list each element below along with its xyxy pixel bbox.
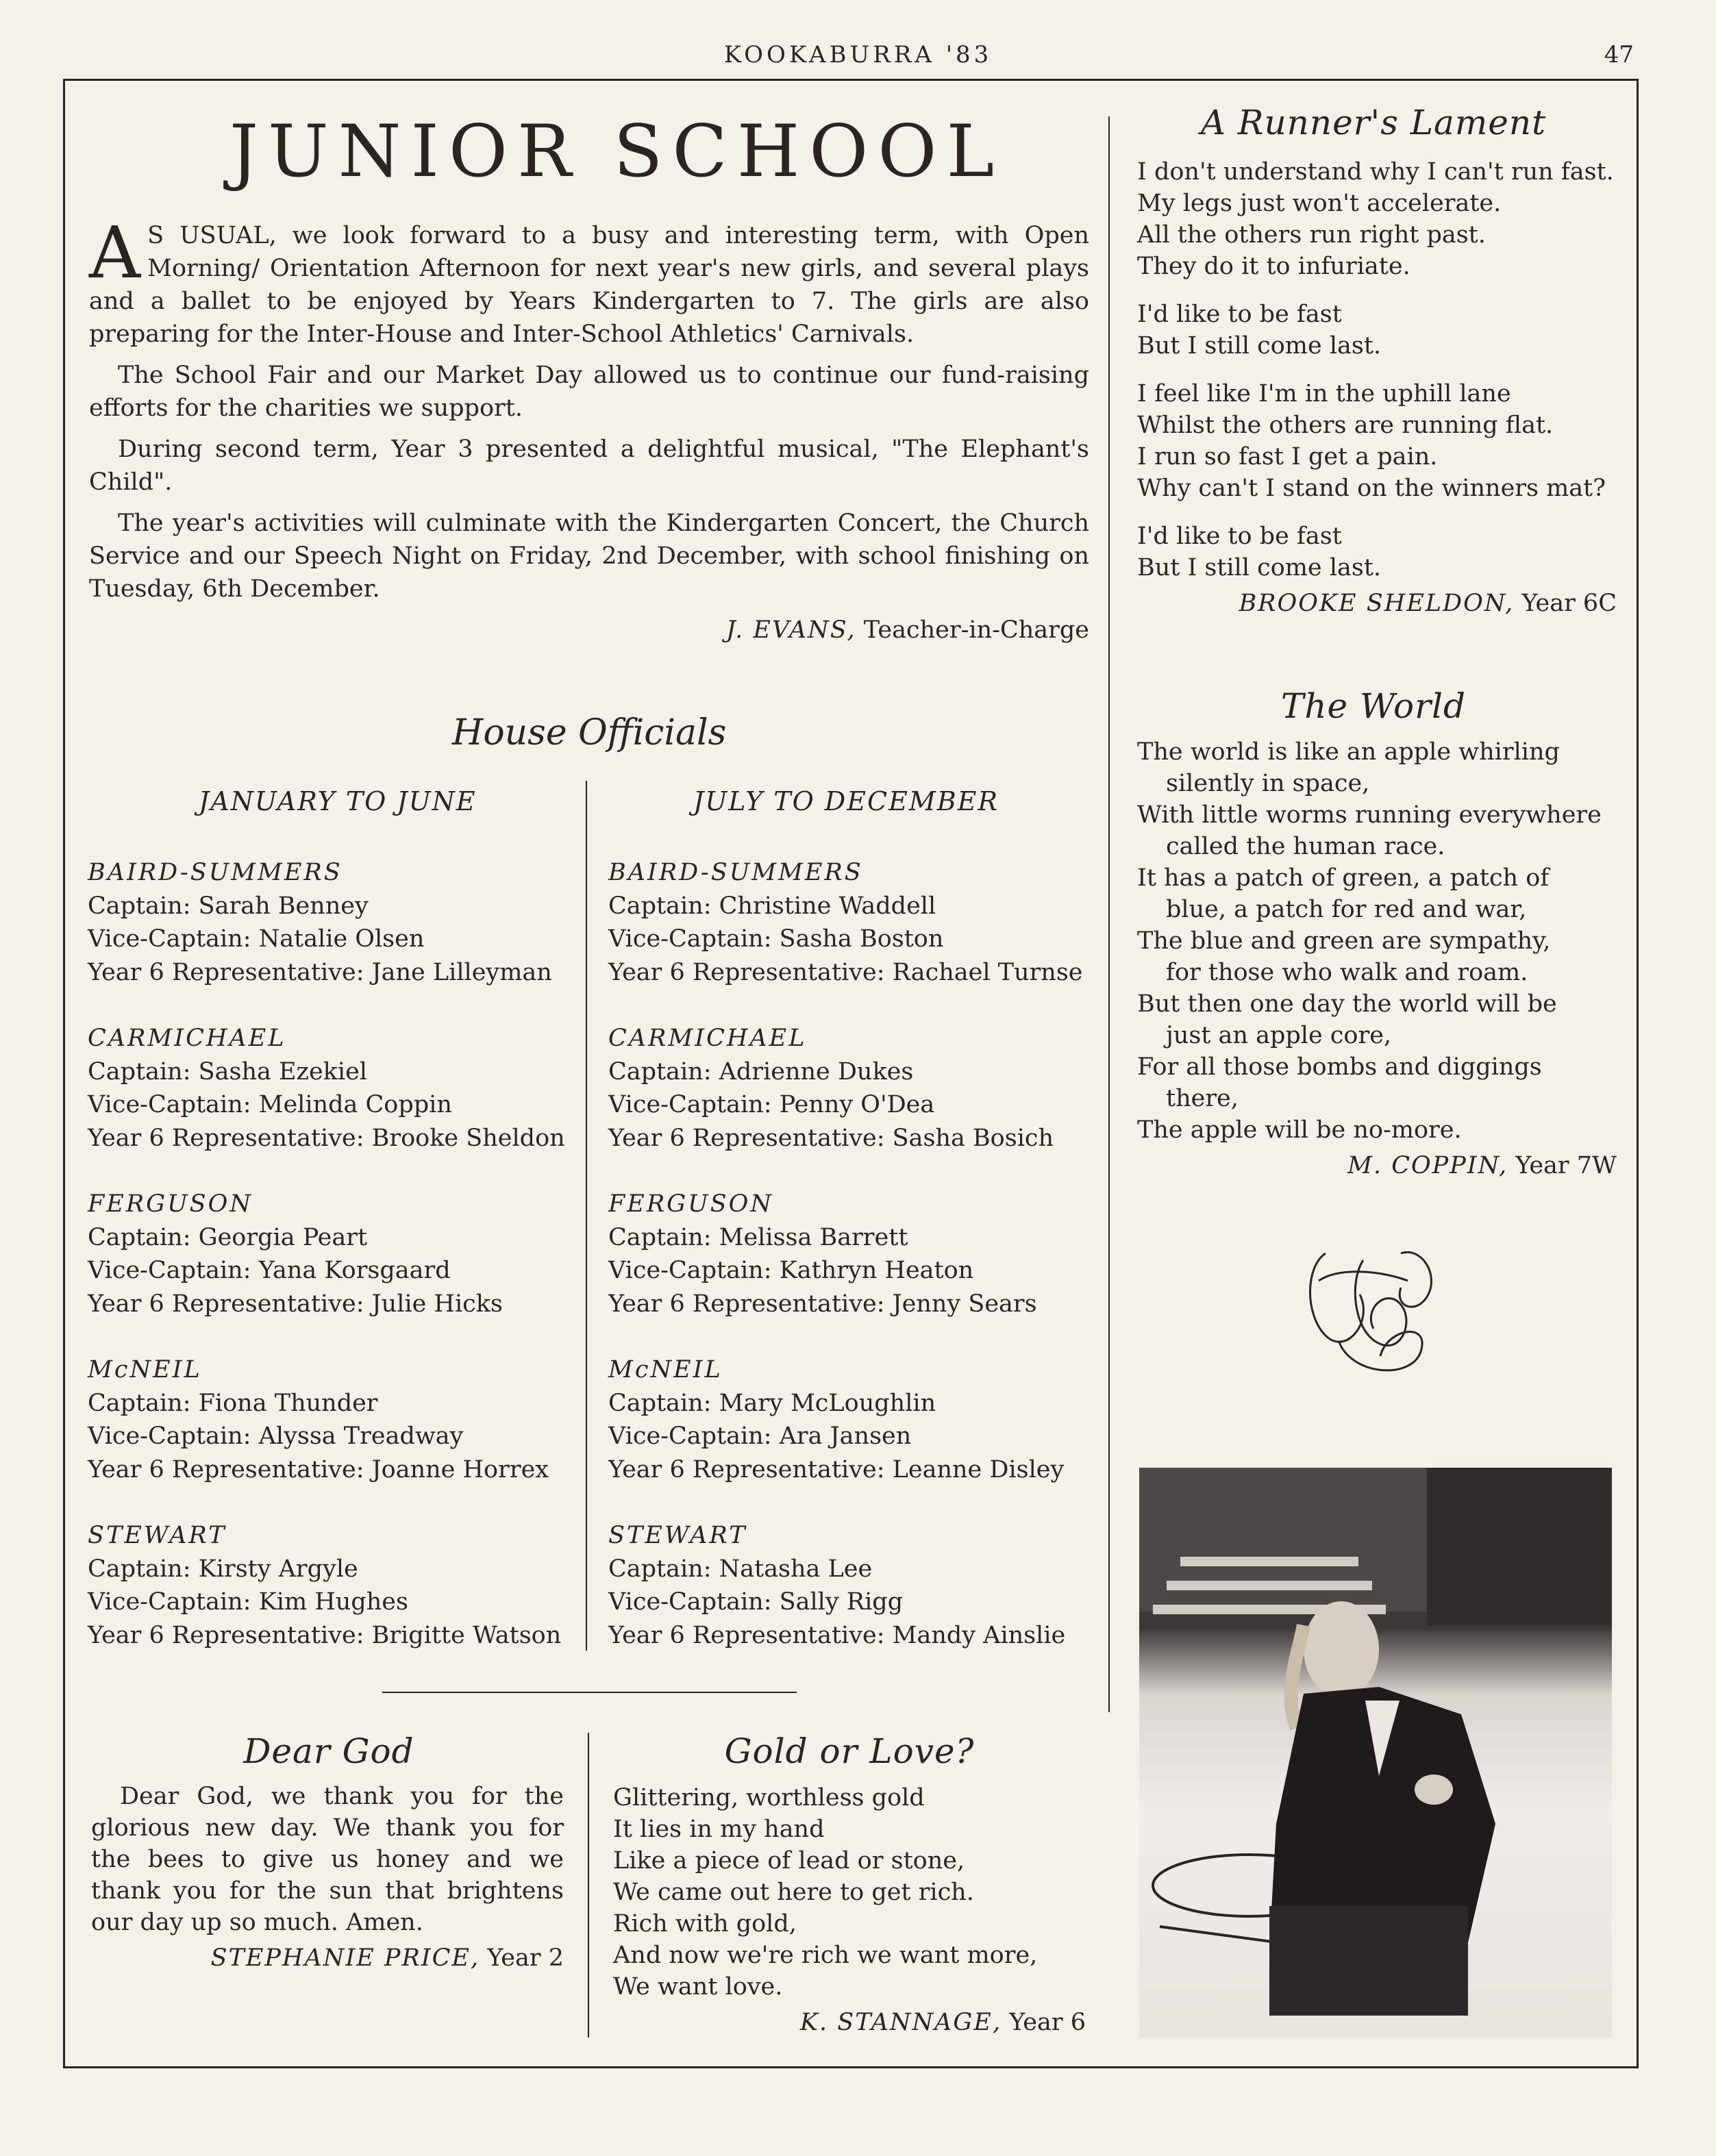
page-number: 47 (1604, 41, 1634, 68)
running-head: KOOKABURRA '83 (723, 41, 993, 68)
column-divider (1108, 116, 1110, 1712)
drop-cap: A (89, 211, 141, 294)
runners-lament-author: BROOKE SHELDON, Year 6C (1239, 590, 1617, 617)
dear-god-author: STEPHANIE PRICE, Year 2 (210, 1944, 564, 1972)
house-block: FERGUSON Captain: Melissa Barrett Vice-Captain: Kathryn Heaton Year 6 Representative: Jenny Sears (608, 1190, 1037, 1318)
house-block: McNEIL Captain: Mary McLoughlin Vice-Captain: Ara Jansen Year 6 Representative: Leanne Disley (608, 1356, 1065, 1483)
house-block: FERGUSON Captain: Georgia Peart Vice-Captain: Yana Korsgaard Year 6 Representative: Julie Hicks (88, 1190, 503, 1318)
section-divider (382, 1692, 797, 1693)
the-world-title: The World (1280, 686, 1467, 726)
intro-paragraph-2: The School Fair and our Market Day allowed us to continue our fund-raising efforts for the charities we support. (89, 362, 1089, 422)
intro-paragraph-4: The year's activities will culminate with the Kindergarten Concert, the Church Service and our Speech Night on Friday, 2nd December, with school finishing on Tuesday, 6th December. (89, 510, 1089, 603)
bottom-column-divider (588, 1733, 589, 2038)
intro-article (89, 211, 1089, 647)
house-block: BAIRD-SUMMERS Captain: Sarah Benney Vice-Captain: Natalie Olsen Year 6 Representative: Jane Lilleyman (88, 859, 552, 986)
house-block: STEWART Captain: Natasha Lee Vice-Captain: Sally Rigg Year 6 Representative: Mandy Ainslie (608, 1522, 1066, 1649)
dear-god-text: Dear God, we thank you for the glorious new day. We thank you for the bees to give us honey and we thank you for the sun that brightens our day up so much. Amen. (91, 1783, 564, 1936)
house-column-divider (586, 781, 587, 1651)
gold-or-love-title: Gold or Love? (724, 1731, 975, 1771)
house-block: CARMICHAEL Captain: Adrienne Dukes Vice-Captain: Penny O'Dea Year 6 Representative: Sasha Bosich (608, 1025, 1054, 1152)
right-house-list (608, 856, 1083, 1685)
house-block: CARMICHAEL Captain: Sasha Ezekiel Vice-Captain: Melinda Coppin Year 6 Representative: Brooke Sheldon (88, 1025, 565, 1152)
left-column-heading: JANUARY TO JUNE (199, 786, 477, 816)
left-house-list (88, 856, 565, 1685)
house-officials-title: House Officials (452, 712, 727, 753)
runners-lament-poem: I don't understand why I can't run fast. My legs just won't accelerate. All the others run right past. They do it to infuriate. I'd like to be fast But I still come last. I feel like I'm in the uphill lane Whilst the others are running flat. I run so fast I get a pain. Why can't I stand on the winners mat? I'd like to be fast But I still come last. BROOKE SHELDON, Year 6C (1137, 156, 1617, 619)
intro-paragraph-1: S USUAL, we look forward to a busy and interesting term, with Open Morning/ Orientation Afternoon for next year's new girls, and several plays and a ballet to be enjoyed by Years Kindergarten to 7. The girls are also preparing for the Inter-House and Inter-School Athletics' Carnivals. (89, 222, 1089, 348)
intro-signature: J. EVANS, Teacher-in-Charge (725, 616, 1089, 644)
photo-illustration (1139, 1468, 1612, 2038)
intro-paragraph-3: During second term, Year 3 presented a delightful musical, "The Elephant's Child". (89, 436, 1089, 496)
monogram-ornament (1298, 1240, 1456, 1390)
right-column-heading: JULY TO DECEMBER (693, 786, 999, 816)
the-world-author: M. COPPIN, Year 7W (1347, 1152, 1617, 1179)
gold-or-love-author: K. STANNAGE, Year 6 (799, 2009, 1086, 2036)
gold-or-love-poem: Glittering, worthless gold It lies in my hand Like a piece of lead or stone, We came out here to get rich. Rich with gold, And now we're rich we want more, We want love. K. STANNAGE, Year 6 (613, 1782, 1086, 2038)
house-block: STEWART Captain: Kirsty Argyle Vice-Captain: Kim Hughes Year 6 Representative: Brigitte Watson (88, 1522, 562, 1649)
house-block: McNEIL Captain: Fiona Thunder Vice-Captain: Alyssa Treadway Year 6 Representative: Joanne Horrex (88, 1356, 549, 1483)
dear-god-title: Dear God (243, 1731, 414, 1771)
house-block: BAIRD-SUMMERS Captain: Christine Waddell Vice-Captain: Sasha Boston Year 6 Representative: Rachael Turnse (608, 859, 1083, 986)
dear-god-piece (91, 1781, 564, 1974)
page-title: JUNIOR SCHOOL (229, 110, 1004, 193)
student-photo (1139, 1468, 1612, 2038)
the-world-poem: The world is like an apple whirling silently in space, With little worms running everywhere called the human race. It has a patch of green, a patch of blue, a patch for red and war, The blue and green are sympathy, for those who walk and roam. But then one day the world will be just an apple core, For all those bombs and diggings there, The apple will be no-more. M. COPPIN, Year 7W (1137, 736, 1617, 1181)
runners-lament-title: A Runner's Lament (1200, 103, 1547, 142)
